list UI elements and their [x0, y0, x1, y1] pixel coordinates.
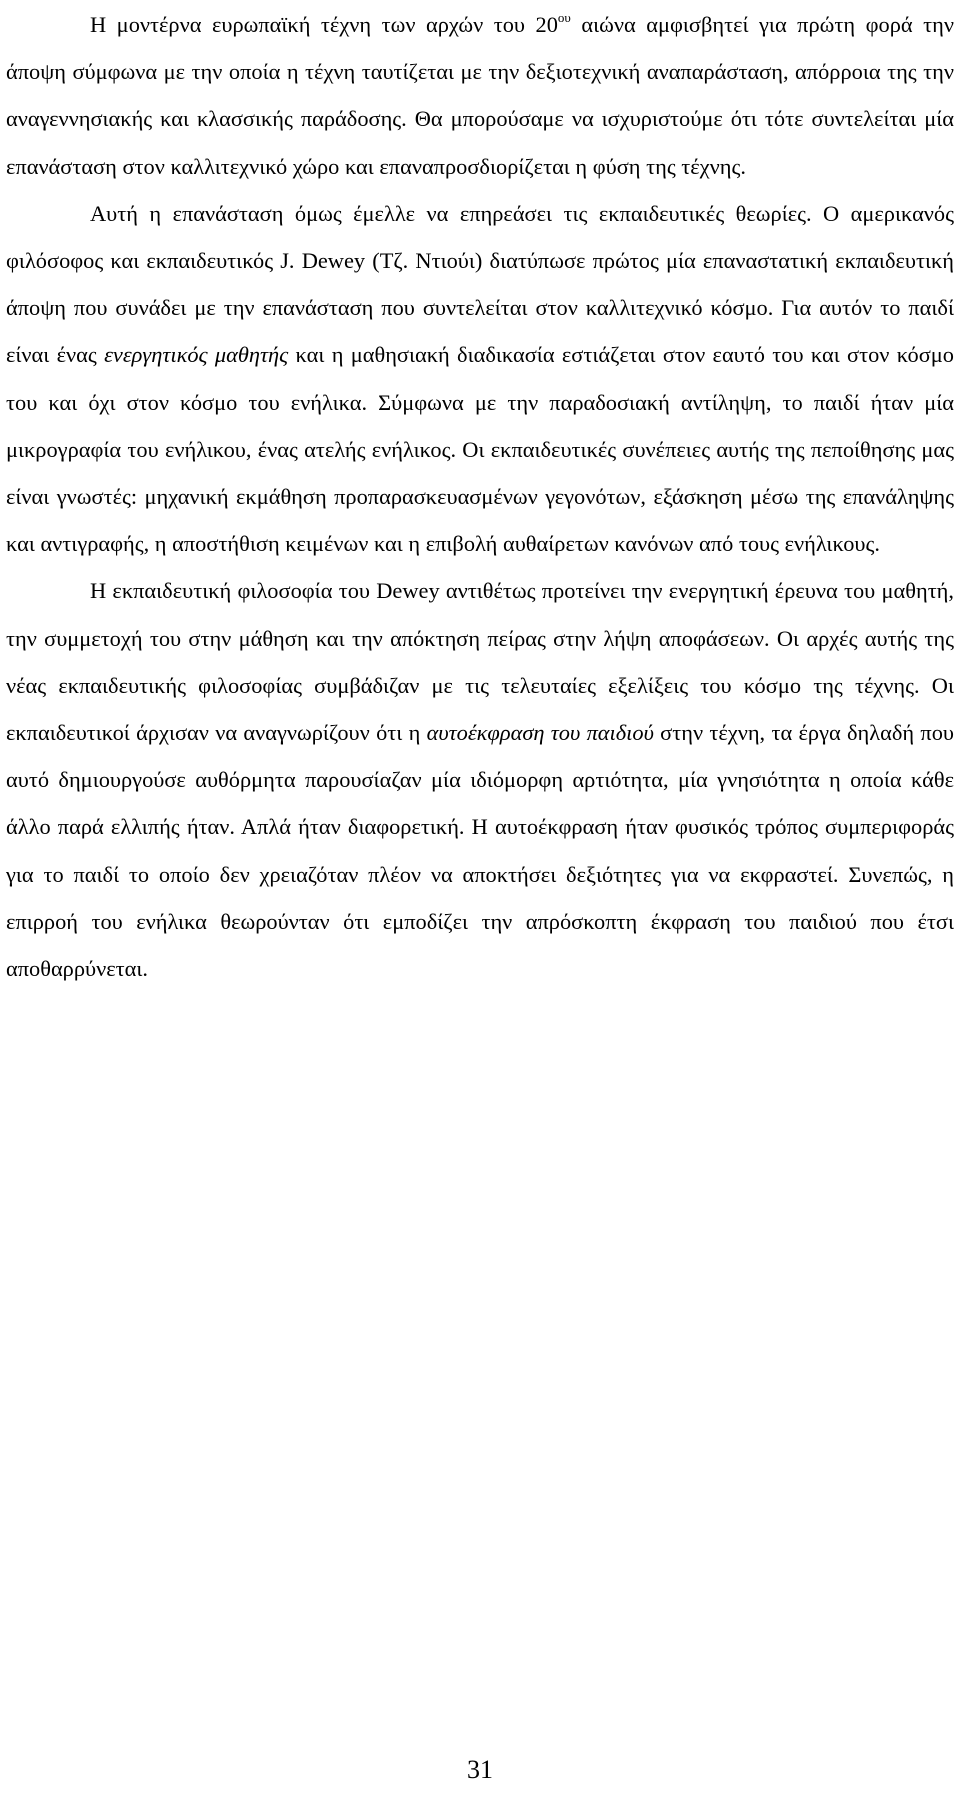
- paragraph-2: [6, 190, 954, 568]
- paragraph-1-text-rest: αιώνα αμφισβητεί για πρώτη φορά την άποψη σύμφωνα με την οποία η τέχνη ταυτίζεται με την δεξιοτεχνική αναπαράσταση, απόρροια της την αναγεννησιακής και κλασσικής παράδοσης. Θα μπορούσαμε να ισχυριστούμε ότι τότε συντελείται μία επανάσταση στον καλλιτεχνικό χώρο και επαναπροσδιορίζεται η φύση της τέχνης.: [6, 12, 954, 179]
- paragraph-1: [6, 1, 954, 190]
- paragraph-2-text-start: Αυτή η επανάσταση όμως έμελλε να επηρεάσει τις εκπαιδευτικές θεωρίες. Ο αμερικανός φιλόσοφος και εκπαιδευτικός J. Dewey (Τζ. Ντιούι) διατύπωσε πρώτος μία επαναστατική εκπαιδευτική άποψη που συνάδει με την επανάσταση που συντελείται στον καλλιτεχνικό κόσμο. Για αυτόν το παιδί είναι ένας: [6, 200, 954, 368]
- document-page: [6, 0, 954, 992]
- italic-phrase-active-learner: ενεργητικός μαθητής: [104, 342, 289, 368]
- paragraph-2-text-rest: και η μαθησιακή διαδικασία εστιάζεται στον εαυτό του και στον κόσμο του και όχι στον κόσμο του ενήλικα. Σύμφωνα με την παραδοσιακή αντίληψη, το παιδί ήταν μία μικρογραφία του ενήλικου, ένας ατελής ενήλικος. Οι εκπαιδευτικές συνέπειες αυτής της πεποίθησης μας είναι γνωστές: μηχανική εκμάθηση προπαρασκευασμένων γεγονότων, εξάσκηση μέσω της επανάληψης και αντιγραφής, η αποστήθιση κειμένων και η επιβολή αυθαίρετων κανόνων από τους ενήλικους.: [6, 342, 954, 557]
- paragraph-3: [6, 567, 954, 992]
- paragraph-3-text-start: Η εκπαιδευτική φιλοσοφία του Dewey αντιθέτως προτείνει την ενεργητική έρευνα του μαθητή, την συμμετοχή του στην μάθηση και την απόκτηση πείρας στην λήψη αποφάσεων. Οι αρχές αυτής της νέας εκπαιδευτικής φιλοσοφίας συμβάδιζαν με τις τελευταίες εξελίξεις του κόσμο της τέχνης. Οι εκπαιδευτικοί άρχισαν να αναγνωρίζουν ότι η: [6, 578, 954, 746]
- paragraph-3-text-rest: στην τέχνη, τα έργα δηλαδή που αυτό δημιουργούσε αυθόρμητα παρουσίαζαν μία ιδιόμορφη αρτιότητα, μία γνησιότητα η οποία κάθε άλλο παρά ελλιπής ήταν. Απλά ήταν διαφορετική. Η αυτοέκφραση ήταν φυσικός τρόπος συμπεριφοράς για το παιδί το οποίο δεν χρειαζόταν πλέον να αποκτήσει δεξιότητες για να εκφραστεί. Συνεπώς, η επιρροή του ενήλικα θεωρούνταν ότι εμποδίζει την απρόσκοπτη έκφραση του παιδιού που έτσι αποθαρρύνεται.: [6, 720, 955, 982]
- italic-phrase-self-expression: αυτοέκφραση του παιδιού: [426, 720, 654, 746]
- paragraph-1-text-start: Η μοντέρνα ευρωπαϊκή τέχνη των αρχών του 20: [90, 12, 558, 37]
- page-number: 31: [467, 1755, 493, 1784]
- superscript-ordinal: ου: [557, 10, 571, 25]
